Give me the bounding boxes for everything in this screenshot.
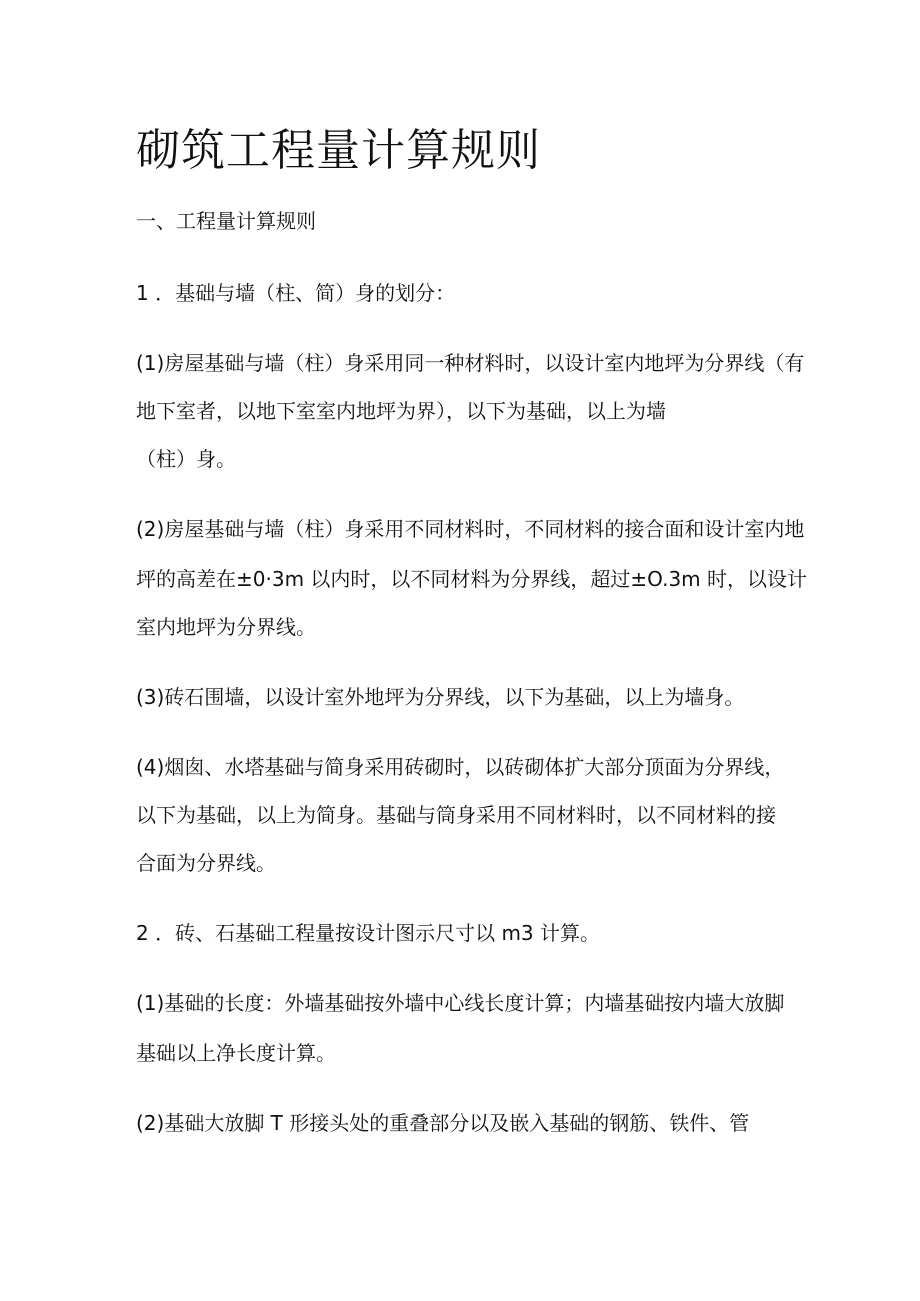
paragraph-2-line-2: 坪的高差在±0·3m 以内时，以不同材料为分界线，超过±O.3m 时，以设计: [136, 567, 808, 591]
paragraph-2-line-3: 室内地坪为分界线。: [136, 615, 316, 639]
paragraph-4-line-3: 合面为分界线。: [136, 851, 276, 875]
paragraph-4-line-2: 以下为基础，以上为简身。基础与筒身采用不同材料时，以不同材料的接: [136, 803, 776, 827]
paragraph-2-line-1: (2)房屋基础与墙（柱）身采用不同材料时，不同材料的接合面和设计室内地: [136, 517, 805, 541]
paragraph-5-line-2: 基础以上净长度计算。: [136, 1041, 336, 1065]
paragraph-1-line-1: (1)房屋基础与墙（柱）身采用同一种材料时，以设计室内地坪为分界线（有: [136, 351, 805, 375]
paragraph-4-line-1: (4)烟囱、水塔基础与简身采用砖砌时，以砖砌体扩大部分顶面为分界线，: [136, 755, 785, 779]
document-title: 砌筑工程量计算规则: [136, 125, 541, 176]
paragraph-3-line-1: (3)砖石围墙，以设计室外地坪为分界线，以下为基础，以上为墙身。: [136, 685, 745, 709]
item-heading-2: 2 ．砖、石基础工程量按设计图示尺寸以 m3 计算。: [136, 921, 601, 945]
paragraph-1-line-3: （柱）身。: [136, 447, 236, 471]
paragraph-6-line-1: (2)基础大放脚 T 形接头处的重叠部分以及嵌入基础的钢筋、铁件、管: [136, 1111, 750, 1135]
paragraph-1-line-2: 地下室者，以地下室室内地坪为界），以下为基础，以上为墙: [136, 399, 666, 423]
paragraph-5-line-1: (1)基础的长度：外墙基础按外墙中心线长度计算；内墙基础按内墙大放脚: [136, 991, 785, 1015]
item-heading-1: 1 ．基础与墙（柱、简）身的划分：: [136, 281, 456, 305]
section-heading: 一、工程量计算规则: [136, 209, 316, 233]
